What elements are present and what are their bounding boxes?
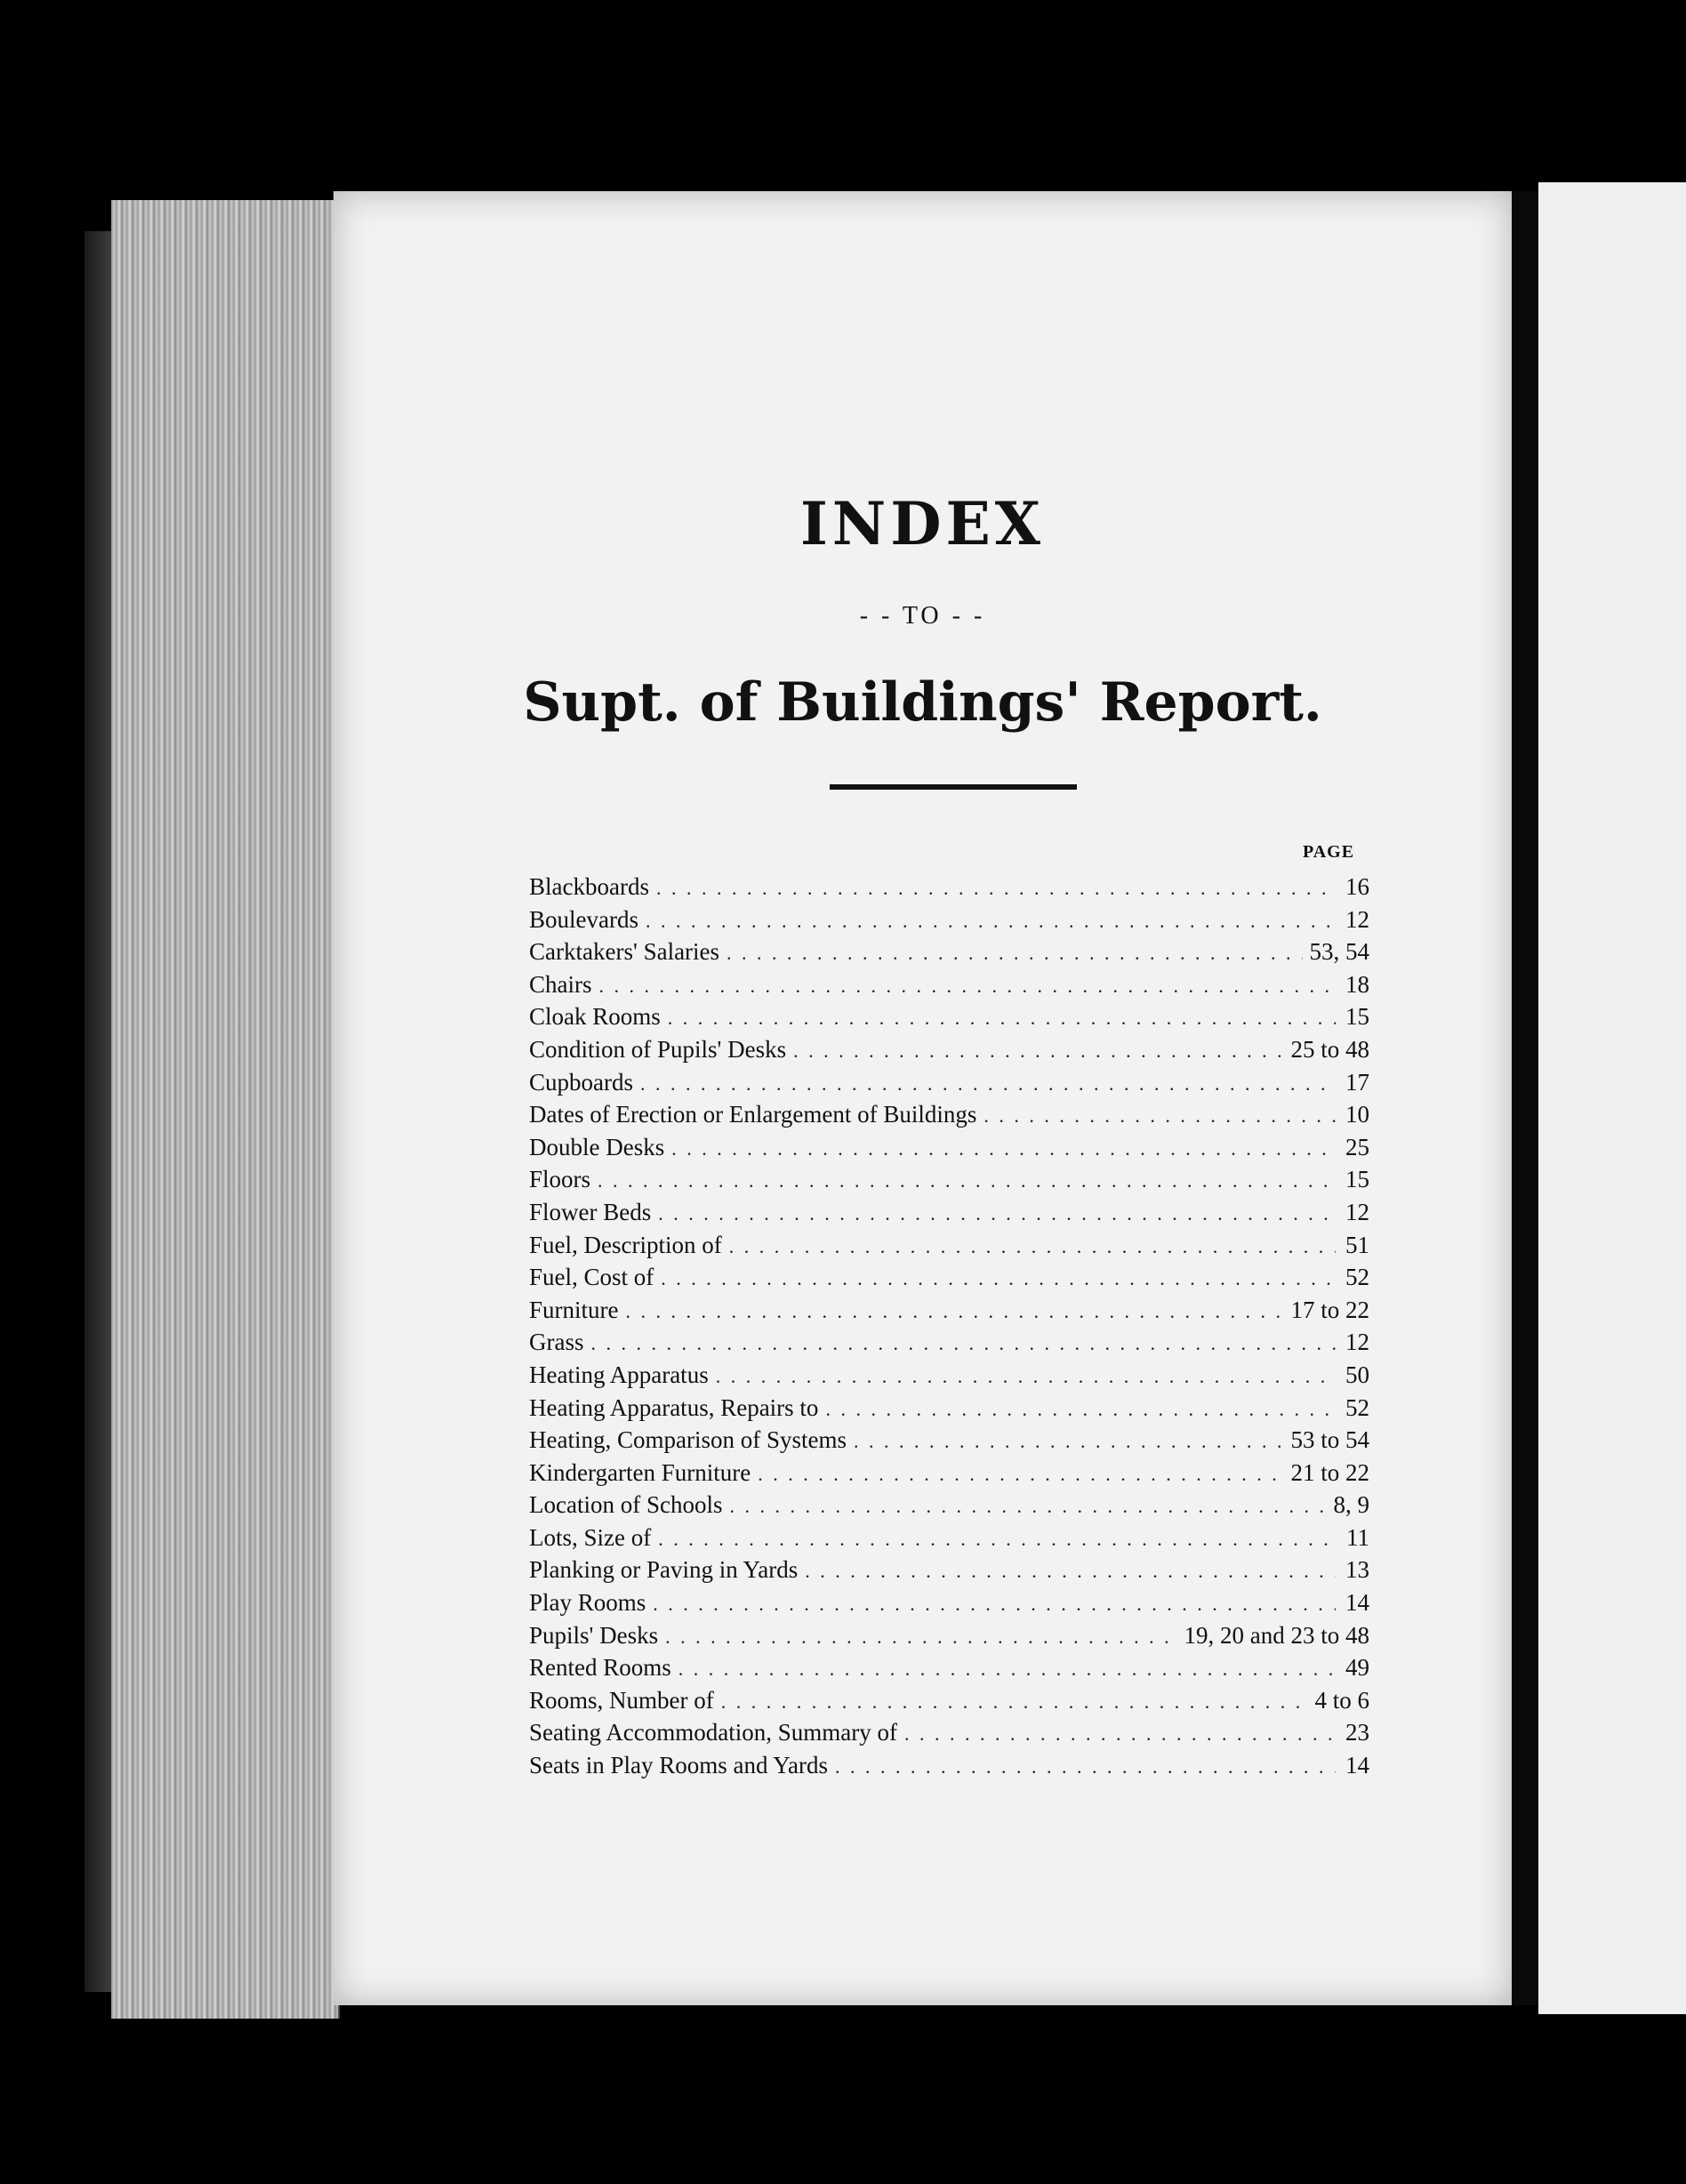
index-entries [529, 873, 1369, 1785]
entry-label: Lots, Size of [529, 1523, 652, 1551]
entry-page: 12 [1345, 905, 1369, 933]
index-entry [529, 1264, 1369, 1297]
entry-label: Carktakers' Salaries [529, 938, 720, 966]
dot-leader [825, 1398, 1336, 1421]
entry-label: Cloak Rooms [529, 1003, 661, 1031]
dot-leader [598, 1169, 1336, 1192]
entry-label: Floors [529, 1166, 591, 1193]
dot-leader [646, 910, 1336, 933]
dot-leader [758, 1463, 1283, 1486]
entry-page: 53, 54 [1309, 938, 1369, 966]
index-entry [529, 1622, 1369, 1655]
index-entry [529, 1069, 1369, 1102]
entry-label: Blackboards [529, 873, 649, 900]
index-entry [529, 1426, 1369, 1459]
dot-leader [984, 1104, 1336, 1128]
entry-page: 25 [1345, 1133, 1369, 1160]
index-entry [529, 1166, 1369, 1199]
book-gutter [1512, 191, 1538, 2005]
entry-label: Double Desks [529, 1133, 665, 1160]
entry-page: 8, 9 [1333, 1491, 1369, 1519]
entry-label: Planking or Paving in Yards [529, 1556, 799, 1584]
report-title: Supt. of Buildings' Report. [523, 671, 1322, 734]
entry-label: Fuel, Cost of [529, 1264, 654, 1291]
entry-label: Pupils' Desks [529, 1621, 659, 1649]
entry-page: 19, 20 and 23 to 48 [1184, 1621, 1369, 1649]
entry-page: 51 [1345, 1231, 1369, 1258]
dot-leader [658, 1202, 1336, 1225]
entry-page: 15 [1345, 1003, 1369, 1031]
dot-leader [656, 877, 1336, 900]
dot-leader [854, 1430, 1284, 1453]
dot-leader [835, 1755, 1336, 1779]
entry-page: 17 to 22 [1290, 1296, 1369, 1323]
index-entry [529, 1752, 1369, 1785]
entry-label: Heating Apparatus, Repairs to [529, 1393, 819, 1421]
dot-leader [661, 1267, 1336, 1290]
entry-page: 14 [1345, 1752, 1369, 1779]
dot-leader [729, 1495, 1326, 1518]
index-entry [529, 1524, 1369, 1557]
dot-leader [658, 1528, 1336, 1551]
dot-leader [716, 1365, 1336, 1388]
index-entry [529, 971, 1369, 1004]
dot-leader [671, 1137, 1336, 1160]
entry-label: Seating Accommodation, Summary of [529, 1719, 897, 1746]
entry-label: Chairs [529, 970, 592, 998]
index-entry [529, 1556, 1369, 1589]
dot-leader [668, 1007, 1336, 1030]
index-entry [529, 1719, 1369, 1752]
dot-leader [653, 1593, 1336, 1616]
index-entry [529, 938, 1369, 971]
dot-leader [591, 1332, 1337, 1355]
index-entry [529, 1003, 1369, 1036]
entry-label: Play Rooms [529, 1589, 646, 1617]
entry-page: 18 [1345, 970, 1369, 998]
dot-leader [805, 1560, 1336, 1583]
page-column-header: PAGE [1303, 842, 1355, 862]
index-entry [529, 1297, 1369, 1329]
index-entry [529, 1036, 1369, 1069]
index-entry [529, 1394, 1369, 1427]
entry-label: Dates of Erection or Enlargement of Buildings [529, 1101, 977, 1128]
dot-leader [793, 1040, 1283, 1063]
entry-page: 17 [1345, 1068, 1369, 1096]
entry-page: 25 to 48 [1290, 1035, 1369, 1063]
index-entry [529, 1232, 1369, 1265]
entry-label: Heating Apparatus [529, 1361, 709, 1388]
index-entry [529, 1101, 1369, 1134]
dot-leader [721, 1690, 1308, 1714]
entry-label: Boulevards [529, 905, 638, 933]
dot-leader [599, 975, 1337, 998]
entry-page: 14 [1345, 1589, 1369, 1617]
entry-label: Condition of Pupils' Desks [529, 1035, 787, 1063]
facing-page [1538, 182, 1686, 2014]
entry-page: 12 [1345, 1198, 1369, 1225]
entry-label: Grass [529, 1329, 584, 1356]
entry-label: Fuel, Description of [529, 1231, 722, 1258]
dot-leader [729, 1235, 1336, 1258]
entry-page: 21 to 22 [1290, 1458, 1369, 1486]
entry-page: 49 [1345, 1654, 1369, 1682]
index-entry [529, 873, 1369, 906]
entry-label: Flower Beds [529, 1198, 652, 1225]
index-page [333, 191, 1512, 2005]
entry-label: Cupboards [529, 1068, 633, 1096]
index-entry [529, 1589, 1369, 1622]
entry-page: 4 to 6 [1314, 1686, 1369, 1714]
entry-label: Kindergarten Furniture [529, 1458, 751, 1486]
dot-leader [678, 1658, 1336, 1681]
dot-leader [904, 1722, 1336, 1746]
index-entry [529, 1654, 1369, 1687]
entry-page: 11 [1346, 1523, 1369, 1551]
dot-leader [665, 1626, 1176, 1649]
entry-page: 13 [1345, 1556, 1369, 1584]
index-entry [529, 1491, 1369, 1524]
entry-page: 23 [1345, 1719, 1369, 1746]
entry-page: 52 [1345, 1264, 1369, 1291]
entry-page: 53 to 54 [1290, 1426, 1369, 1454]
dot-leader [626, 1300, 1284, 1323]
entry-page: 52 [1345, 1393, 1369, 1421]
title-rule [830, 784, 1077, 790]
entry-label: Location of Schools [529, 1491, 723, 1519]
entry-page: 16 [1345, 873, 1369, 900]
index-entry [529, 1361, 1369, 1394]
index-entry [529, 1687, 1369, 1720]
index-entry [529, 1329, 1369, 1361]
entry-page: 50 [1345, 1361, 1369, 1388]
dot-leader [640, 1072, 1336, 1096]
index-entry [529, 1134, 1369, 1167]
entry-label: Rented Rooms [529, 1654, 671, 1682]
entry-page: 15 [1345, 1166, 1369, 1193]
index-entry [529, 1459, 1369, 1492]
page-title: INDEX [800, 489, 1045, 558]
entry-page: 10 [1345, 1101, 1369, 1128]
index-entry [529, 1199, 1369, 1232]
title-connector: - - TO - - [859, 602, 986, 630]
stacked-page-edges [111, 200, 340, 2019]
entry-page: 12 [1345, 1329, 1369, 1356]
entry-label: Seats in Play Rooms and Yards [529, 1752, 829, 1779]
entry-label: Rooms, Number of [529, 1686, 714, 1714]
dot-leader [727, 942, 1302, 965]
entry-label: Heating, Comparison of Systems [529, 1426, 847, 1454]
index-entry [529, 906, 1369, 939]
entry-label: Furniture [529, 1296, 619, 1323]
